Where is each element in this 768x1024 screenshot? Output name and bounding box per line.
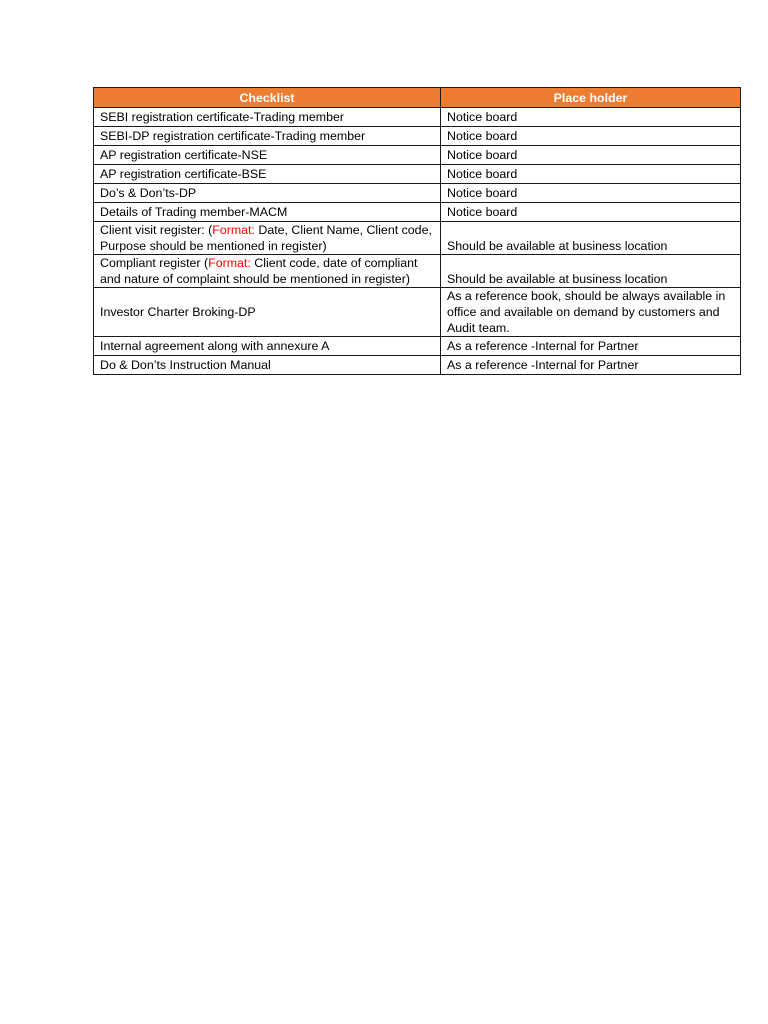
format-label: Format: [208, 256, 251, 270]
place-holder-cell: Notice board [441, 184, 741, 203]
column-header-place-holder: Place holder [441, 88, 741, 108]
format-label: Format: [212, 223, 255, 237]
checklist-text-prefix: Compliant register ( [100, 256, 209, 270]
checklist-cell: AP registration certificate-BSE [94, 165, 441, 184]
table-row [94, 165, 741, 184]
checklist-cell: Do’s & Don’ts-DP [94, 184, 441, 203]
place-holder-cell: As a reference -Internal for Partner [441, 356, 741, 375]
checklist-text-suffix: Client code, date of compliant and nature of complaint should be mentioned in register) [100, 256, 418, 286]
table-row [94, 203, 741, 222]
table-row [94, 108, 741, 127]
column-header-checklist: Checklist [94, 88, 441, 108]
checklist-cell: AP registration certificate-NSE [94, 146, 441, 165]
checklist-cell: Internal agreement along with annexure A [94, 337, 441, 356]
checklist-cell: SEBI registration certificate-Trading member [94, 108, 441, 127]
table-header-row [94, 88, 741, 108]
table-row [94, 255, 741, 288]
table-row [94, 288, 741, 337]
checklist-cell: Details of Trading member-MACM [94, 203, 441, 222]
checklist-text-prefix: Client visit register: ( [100, 223, 213, 237]
place-holder-cell: Notice board [441, 203, 741, 222]
place-holder-cell: As a reference -Internal for Partner [441, 337, 741, 356]
checklist-table [93, 87, 741, 375]
table-row [94, 356, 741, 375]
checklist-cell: SEBI-DP registration certificate-Trading member [94, 127, 441, 146]
place-holder-cell: Notice board [441, 108, 741, 127]
place-holder-cell: Should be available at business location [441, 255, 741, 288]
table-row [94, 127, 741, 146]
table-row [94, 184, 741, 203]
checklist-cell [94, 255, 441, 288]
checklist-cell [94, 222, 441, 255]
checklist-text-suffix: Date, Client Name, Client code, Purpose should be mentioned in register) [100, 223, 432, 253]
place-holder-cell: Notice board [441, 127, 741, 146]
place-holder-cell: Should be available at business location [441, 222, 741, 255]
table-row [94, 337, 741, 356]
table-row [94, 146, 741, 165]
checklist-cell: Investor Charter Broking-DP [94, 288, 441, 337]
place-holder-cell: Notice board [441, 146, 741, 165]
table-row [94, 222, 741, 255]
checklist-cell: Do & Don’ts Instruction Manual [94, 356, 441, 375]
place-holder-cell: Notice board [441, 165, 741, 184]
place-holder-cell: As a reference book, should be always available in office and available on demand by customers and Audit team. [441, 288, 741, 337]
